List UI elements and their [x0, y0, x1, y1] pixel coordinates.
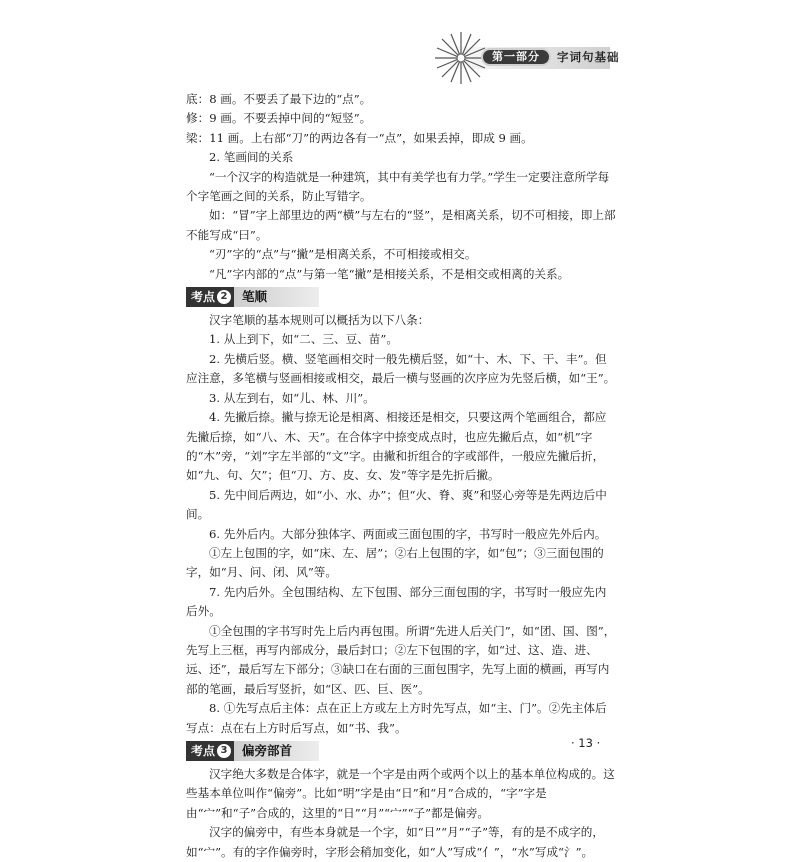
paragraph: “一个汉字的构造就是一种建筑，其中有美学也有力学。”学生一定要注意所学每个字笔画之间的关系，防止写错字。: [186, 169, 610, 204]
text-line: 修：9 画。不要丢掉中间的“短竖”。: [186, 111, 372, 126]
paragraph: 汉字笔顺的基本规则可以概括为以下八条：: [209, 313, 430, 328]
part-label: 第一部分: [481, 48, 551, 66]
paragraph: 2. 先横后竖。横、竖笔画相交时一般先横后竖，如“十、木、下、干、丰”。但应注意，多笔横与竖画相接或相交，最后一横与竖画的次序应为先竖后横，如“王”。: [186, 351, 616, 386]
paragraph: 5. 先中间后两边，如“小、水、办”；但“火、脊、爽”和竖心旁等是先两边后中间。: [186, 487, 607, 522]
subheading: 2. 笔画间的关系: [209, 150, 294, 165]
paragraph: 6. 先外后内。大部分独体字、两面或三面包围的字，书写时一般应先外后内。: [209, 526, 607, 541]
paragraph: “刃”字的“点”与“撇”是相离关系，不可相接或相交。: [209, 247, 477, 262]
paragraph: 4. 先撇后捺。撇与捺无论是相离、相接还是相交，只要这两个笔画组合，都应先撇后捺，如“八、木、天”。在合体字中捺变成点时，也应先撇后点，如“机”字的“木”旁，“刘”字左半部的“文”字。由撇和折组合的字或部件，一般应先撇后折，如“九、句、欠”；但“刀、方、皮、女、发”等字是先折后撇。: [186, 410, 607, 483]
paragraph: ①左上包围的字，如“床、左、居”；②右上包围的字，如“包”；③三面包围的字，如“月、问、闭、风”等。: [186, 545, 604, 580]
section-header-radicals: [186, 741, 616, 761]
paragraph: 如：“冒”字上部里边的两“横”与左右的“竖”，是相离关系，切不可相接，即上部不能写成“曰”。: [186, 208, 616, 242]
paragraph: 8. ①先写点后主体：点在正上方或左上方时先写点，如“主、门”。②先主体后写点：点在右上方时后写点，如“书、我”。: [186, 701, 607, 735]
section-number-badge: 3: [217, 744, 231, 758]
paragraph: 汉字的偏旁中，有些本身就是一个字，如“日”“月”“子”等，有的是不成字的，如“宀”。有的字作偏旁时，字形会稍加变化，如“人”写成“亻”，“水”写成“氵”。: [186, 825, 604, 859]
section-tag: [186, 741, 234, 761]
paragraph: ①全包围的字书写时先上后内再包围。所谓“先进人后关门”，如“团、国、图”，先写上三框，再写内部成分，最后封口；②左下包围的字，如“过、这、造、进、远、还”，最后写左下部分；③缺口在右面的三面包围字，先写上面的横画，再写内部的笔画，最后写竖折，如“区、匹、巨、医”。: [186, 623, 616, 696]
page-number: · 13 ·: [571, 736, 601, 750]
section-header-stroke-order: [186, 287, 616, 307]
paragraph: 汉字绝大多数是合体字，就是一个字是由两个或两个以上的基本单位构成的。这些基本单位叫作“偏旁”。比如“明”字是由“日”和“月”合成的，“字”字是由“宀”和“子”合成的，这里的“日”“月”“宀”“子”都是偏旁。: [186, 767, 615, 820]
section-title: 偏旁部首: [242, 743, 293, 759]
paragraph: 7. 先内后外。全包围结构、左下包围、部分三面包围的字，书写时一般应先内后外。: [186, 584, 607, 619]
text-line: 梁：11 画。上右部“刀”的两边各有一“点”，如果丢掉，即成 9 画。: [186, 130, 533, 145]
text-line: 底：8 画。不要丢了最下边的“点”。: [186, 92, 372, 106]
section-tag-label: 考点: [191, 744, 216, 758]
paragraph: 1. 从上到下，如“二、三、豆、苗”。: [209, 332, 398, 347]
section-tag: [186, 287, 234, 307]
page-content: [186, 90, 616, 862]
paragraph: “凡”字内部的“点”与第一笔“撇”是相接关系，不是相交或相离的关系。: [209, 266, 570, 281]
section-title: 笔顺: [242, 289, 268, 305]
section-number-badge: 2: [217, 290, 231, 304]
section-tag-label: 考点: [191, 290, 216, 305]
header-title: 字词句基础: [557, 50, 620, 64]
paragraph: 3. 从左到右，如“儿、林、川”。: [209, 390, 375, 405]
